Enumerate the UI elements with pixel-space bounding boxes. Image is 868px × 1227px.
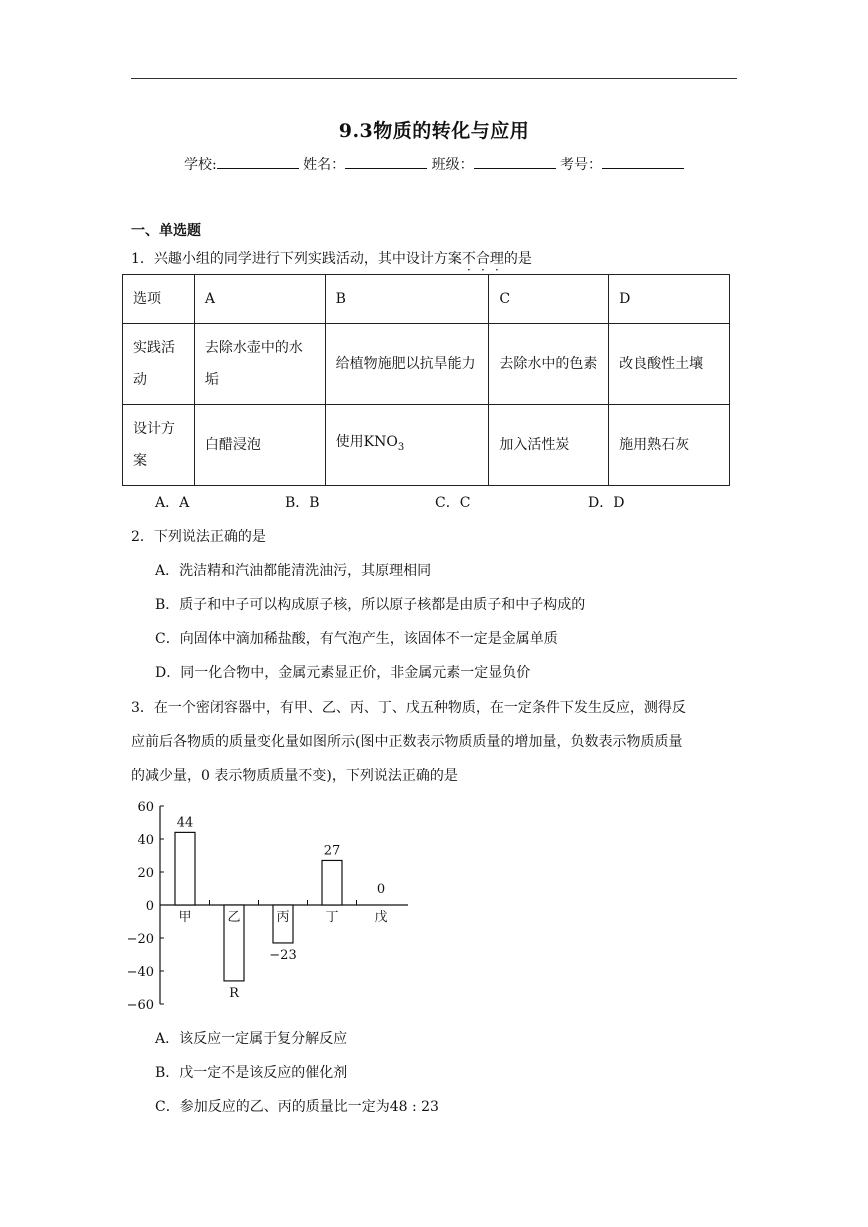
bar bbox=[175, 832, 195, 905]
table-cell: 加入活性炭 bbox=[489, 405, 609, 486]
q2-stem: 2．下列说法正确的是 bbox=[131, 529, 266, 545]
table-cell: 去除水壶中的水垢 bbox=[194, 324, 325, 405]
q1-stem bbox=[131, 248, 532, 268]
q1-stem-emph-1: 不 bbox=[461, 251, 476, 267]
q3-option-c[interactable]: C．参加反应的乙、丙的质量比一定为48 : 23 bbox=[155, 1099, 439, 1115]
y-tick-label: 60 bbox=[137, 800, 154, 815]
table-header-cell: B bbox=[325, 275, 489, 324]
q1-table bbox=[122, 274, 730, 486]
table-cell: 白醋浸泡 bbox=[194, 405, 325, 486]
data-label: 0 bbox=[376, 882, 386, 897]
class-label: 班级： bbox=[431, 157, 474, 173]
formula-text: 使用KNO bbox=[335, 434, 398, 451]
y-tick-label: 0 bbox=[145, 899, 154, 914]
top-rule bbox=[131, 78, 737, 79]
table-header-cell: A bbox=[194, 275, 325, 324]
x-category-label: 甲 bbox=[178, 910, 192, 925]
exam-no-blank[interactable] bbox=[602, 154, 684, 169]
mass-change-chart bbox=[120, 795, 420, 1015]
table-header-cell: 选项 bbox=[123, 275, 195, 324]
y-tick-label: −60 bbox=[126, 998, 154, 1013]
q1-stem-emph-3: 理 bbox=[489, 251, 504, 267]
q3-option-a[interactable]: A．该反应一定属于复分解反应 bbox=[155, 1031, 348, 1047]
table-cell: 去除水中的色素 bbox=[489, 324, 609, 405]
x-category-label: 乙 bbox=[227, 910, 241, 925]
table-header-cell: C bbox=[489, 275, 609, 324]
data-label: R bbox=[229, 985, 239, 1001]
y-tick-label: −20 bbox=[126, 932, 154, 947]
x-category-label: 丙 bbox=[276, 910, 290, 925]
q1-option-d[interactable]: D．D bbox=[588, 495, 625, 511]
q3-stem-line-3: 的减少量，0 表示物质质量不变)，下列说法正确的是 bbox=[131, 768, 458, 784]
exam-no-label: 考号： bbox=[560, 157, 603, 173]
table-cell: 改良酸性土壤 bbox=[609, 324, 730, 405]
table-cell: 施用熟石灰 bbox=[609, 405, 730, 486]
x-category-label: 戊 bbox=[374, 910, 388, 925]
data-label: 27 bbox=[323, 843, 341, 859]
q2-option-a[interactable]: A．洗洁精和汽油都能清洗油污，其原理相同 bbox=[155, 563, 432, 579]
table-cell: 实践活动 bbox=[123, 324, 195, 405]
bar bbox=[322, 860, 342, 905]
school-blank[interactable] bbox=[217, 154, 299, 169]
table-row bbox=[123, 405, 730, 486]
school-label: 学校: bbox=[183, 157, 217, 173]
q1-option-b[interactable]: B．B bbox=[285, 495, 320, 511]
table-cell: 设计方案 bbox=[123, 405, 195, 486]
q3-stem-line-1: 3．在一个密闭容器中，有甲、乙、丙、丁、戊五种物质，在一定条件下发生反应，测得反 bbox=[131, 700, 686, 716]
q2-option-c[interactable]: C．向固体中滴加稀盐酸，有气泡产生，该固体不一定是金属单质 bbox=[155, 631, 558, 647]
y-tick-label: −40 bbox=[126, 965, 154, 980]
q1-option-c[interactable]: C．C bbox=[435, 495, 471, 511]
q2-option-d[interactable]: D．同一化合物中，金属元素显正价，非金属元素一定显负价 bbox=[155, 665, 531, 681]
q1-stem-emph-2: 合 bbox=[475, 251, 490, 267]
section-title: 一、单选题 bbox=[131, 223, 201, 239]
q1-stem-suffix: 的是 bbox=[503, 251, 532, 267]
student-info bbox=[0, 154, 868, 174]
class-blank[interactable] bbox=[474, 154, 556, 169]
name-blank[interactable] bbox=[345, 154, 427, 169]
q2-option-b[interactable]: B．质子和中子可以构成原子核，所以原子核都是由质子和中子构成的 bbox=[155, 597, 586, 613]
table-cell bbox=[325, 405, 489, 486]
x-category-label: 丁 bbox=[325, 910, 339, 925]
q3-stem-line-2: 应前后各物质的质量变化量如图所示(图中正数表示物质质量的增加量，负数表示物质质量 bbox=[131, 734, 683, 750]
table-header-cell: D bbox=[609, 275, 730, 324]
q1-stem-prefix: 1．兴趣小组的同学进行下列实践活动，其中设计方案 bbox=[131, 251, 462, 267]
y-tick-label: 20 bbox=[137, 866, 154, 881]
formula-subscript: 3 bbox=[397, 441, 405, 453]
y-tick-label: 40 bbox=[137, 833, 154, 848]
data-label: −23 bbox=[269, 947, 297, 963]
chart-root bbox=[127, 800, 408, 1013]
q3-option-b[interactable]: B．戊一定不是该反应的催化剂 bbox=[155, 1065, 348, 1081]
table-row bbox=[123, 324, 730, 405]
q1-option-a[interactable]: A．A bbox=[155, 495, 190, 511]
page-title: 9.3物质的转化与应用 bbox=[338, 120, 530, 142]
table-cell: 给植物施肥以抗旱能力 bbox=[325, 324, 489, 405]
table-row bbox=[123, 275, 730, 324]
name-label: 姓名： bbox=[303, 157, 346, 173]
data-label: 44 bbox=[176, 815, 194, 831]
